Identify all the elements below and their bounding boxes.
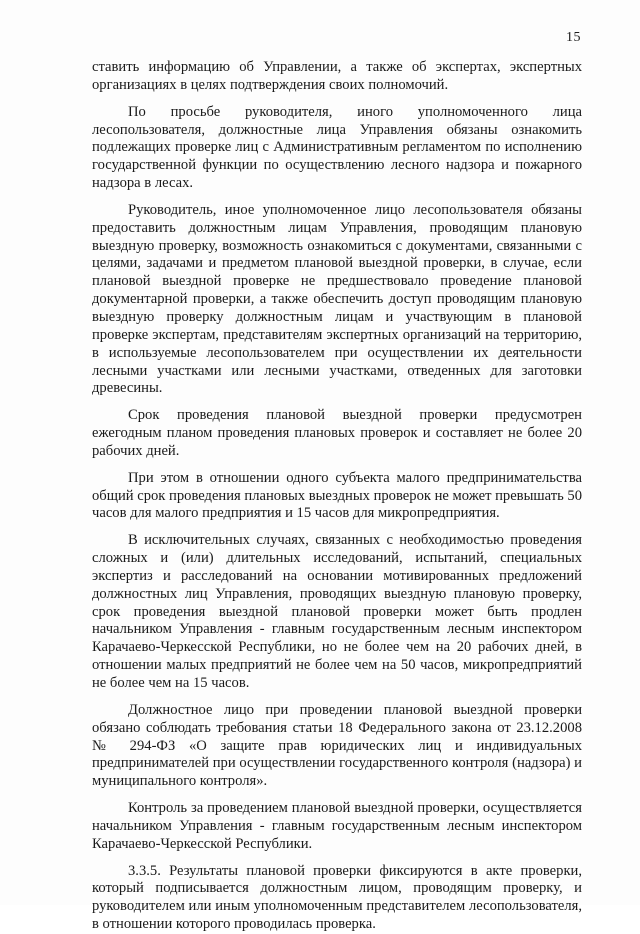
- paragraph-2: По просьбе руководителя, иного уполномоченного лица лесопользователя, должностные лица Управления обязаны ознакомить подлежащих проверке лиц с Административным регламентом по исполнению государственной функции по осуществлению лесного надзора и пожарного надзора в лесах.: [92, 103, 582, 192]
- paragraph-3: Руководитель, иное уполномоченное лицо лесопользователя обязаны предоставить должностным лицам Управления, проводящим плановую выездную проверку, возможность ознакомиться с документами, связанными с целями, задачами и предметом плановой выездной проверки, в случае, если плановой выездной проверке не предшествовало проведение плановой документарной проверки, а также обеспечить доступ проводящим плановую выездную проверку должностным лицам и участвующим в плановой проверке экспертам, представителям экспертных организаций на территорию, в используемые лесопользователем при осуществлении их деятельности лесными участками или лесными участками, отведенных для заготовки древесины.: [92, 201, 582, 397]
- paragraph-8: Контроль за проведением плановой выездной проверки, осуществляется начальником Управления - главным государственным лесным инспектором Карачаево-Черкесской Республики.: [92, 800, 582, 852]
- paragraph-4: Срок проведения плановой выездной проверки предусмотрен ежегодным планом проведения плановых проверок и составляет не более 20 рабочих дней.: [92, 407, 582, 459]
- paragraph-1: ставить информацию об Управлении, а также об экспертах, экспертных организациях в целях подтверждения своих полномочий.: [92, 59, 582, 93]
- page-number: 15: [566, 30, 581, 45]
- paragraph-5: При этом в отношении одного субъекта малого предпринимательства общий срок проведения плановых выездных проверок не может превышать 50 часов для малого предприятия и 15 часов для микропредприятия.: [92, 469, 582, 522]
- paragraph-7: Должностное лицо при проведении плановой выездной проверки обязано соблюдать требования статьи 18 Федерального закона от 23.12.2008 № 294-ФЗ «О защите прав юридических лиц и индивидуальных предпринимателей при осуществлении государственного контроля (надзора) и муниципального контроля».: [92, 701, 582, 790]
- paragraph-6: В исключительных случаях, связанных с необходимостью проведения сложных и (или) длительных исследований, испытаний, специальных экспертиз и расследований на основании мотивированных предложений должностных лиц Управления, проводящих выездную плановую проверку, срок проведения выездной плановой проверки может быть продлен начальником Управления - главным государственным лесным инспектором Карачаево-Черкесской Республики, но не более чем на 20 рабочих дней, в отношении малых предприятий не более чем на 50 часов, микропредприятий не более чем на 15 часов.: [92, 532, 582, 691]
- document-body: [92, 59, 582, 934]
- paragraph-9: 3.3.5. Результаты плановой проверки фиксируются в акте проверки, который подписывается должностным лицом, проводящим проверку, и руководителем или иным уполномоченным представителем лесопользователя, в отношении которого проводилась проверка.: [92, 862, 582, 933]
